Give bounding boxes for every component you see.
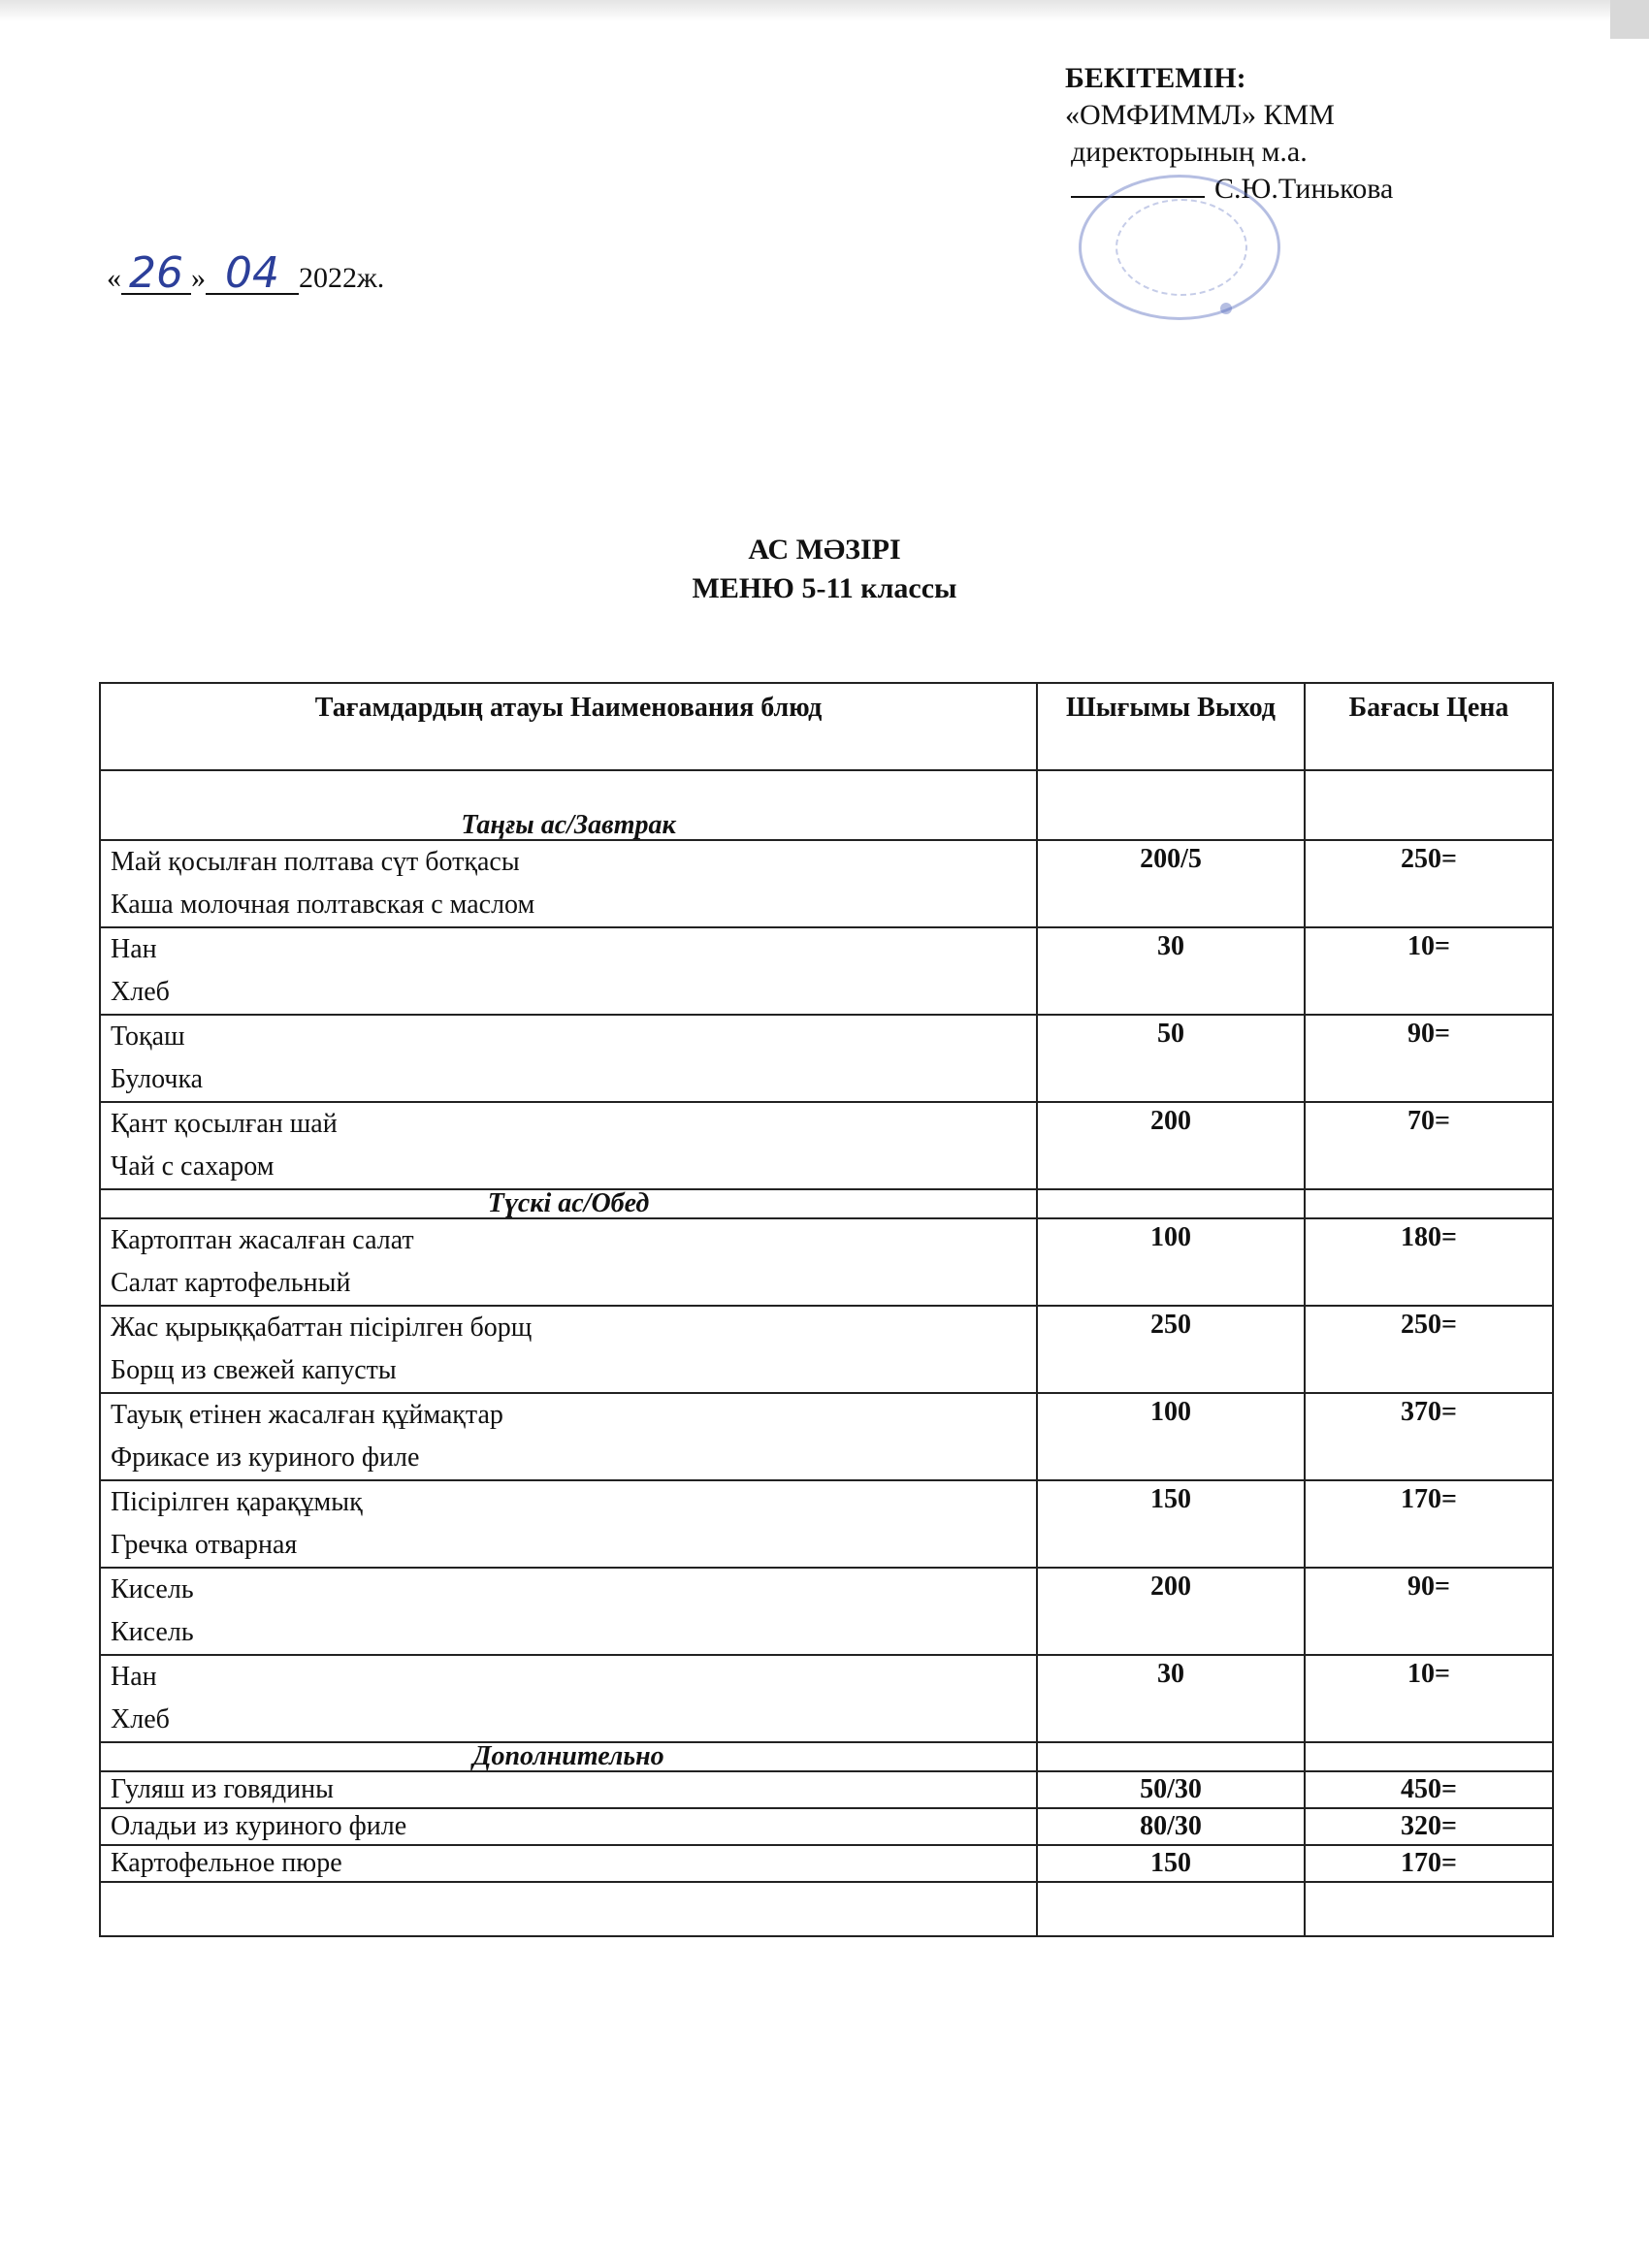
header-price: Бағасы Цена: [1305, 683, 1553, 770]
section-title: Дополнительно: [100, 1742, 1037, 1771]
dish-output: 30: [1037, 1655, 1305, 1742]
table-row: [100, 1102, 1553, 1189]
section-title: Таңғы ас/Завтрак: [100, 770, 1037, 840]
dish-output: 50/30: [1037, 1771, 1305, 1808]
date-year: 2022ж.: [299, 262, 385, 294]
official-seal-inner-ring: [1116, 199, 1247, 296]
table-row: [100, 1845, 1553, 1882]
menu-table: [99, 682, 1554, 1937]
dish-price: 90=: [1305, 1015, 1553, 1102]
dish-price: 10=: [1305, 927, 1553, 1015]
dish-output: 50: [1037, 1015, 1305, 1102]
dish-name-kz: Май қосылған полтава сүт ботқасы: [111, 847, 520, 877]
date-day-handwritten: 26: [121, 254, 191, 295]
dish-name-ru: Чай с сахаром: [111, 1151, 275, 1182]
dish-name-kz: Тауық етінен жасалған құймақтар: [111, 1400, 503, 1430]
table-row: [100, 927, 1553, 1015]
dish-output: 200: [1037, 1568, 1305, 1655]
scan-edge: [0, 0, 1649, 21]
dish-output: 150: [1037, 1480, 1305, 1568]
section-row-lunch: [100, 1189, 1553, 1218]
dish-name-kz: Пісірілген қарақұмық: [111, 1487, 363, 1517]
table-row: [100, 1393, 1553, 1480]
header-output: Шығымы Выход: [1037, 683, 1305, 770]
dish-output: 30: [1037, 927, 1305, 1015]
dish-name: Картофельное пюре: [100, 1845, 1037, 1882]
approval-signer: С.Ю.Тинькова: [1214, 173, 1394, 205]
menu-title-kz: АС МӘЗІРІ: [748, 534, 901, 566]
dish-price: 70=: [1305, 1102, 1553, 1189]
table-row: [100, 840, 1553, 927]
dish-price: 450=: [1305, 1771, 1553, 1808]
dish-name-kz: Қант қосылған шай: [111, 1109, 338, 1139]
dish-output: 200/5: [1037, 840, 1305, 927]
dish-name-ru: Кисель: [111, 1617, 194, 1647]
dish-output: 80/30: [1037, 1808, 1305, 1845]
dish-name-ru: Салат картофельный: [111, 1268, 351, 1298]
dish-name-kz: Нан: [111, 934, 157, 964]
dish-name-kz: Нан: [111, 1662, 157, 1692]
table-row: [100, 1015, 1553, 1102]
table-row: [100, 1568, 1553, 1655]
dish-price: 320=: [1305, 1808, 1553, 1845]
dish-name-ru: Хлеб: [111, 1704, 170, 1734]
official-seal-emblem: [1220, 303, 1232, 314]
dish-price: 180=: [1305, 1218, 1553, 1306]
table-header-row: [100, 683, 1553, 770]
dish-name-ru: Хлеб: [111, 977, 170, 1007]
section-row-breakfast: [100, 770, 1553, 840]
table-row: [100, 1218, 1553, 1306]
table-row: [100, 1480, 1553, 1568]
dish-name-kz: Картоптан жасалған салат: [111, 1225, 414, 1255]
dish-name-ru: Каша молочная полтавская с маслом: [111, 890, 535, 920]
date-open-quote: «: [107, 262, 121, 294]
dish-output: 150: [1037, 1845, 1305, 1882]
dish-output: 200: [1037, 1102, 1305, 1189]
section-title: Түскі ас/Обед: [100, 1189, 1037, 1218]
date-close-quote: »: [191, 262, 206, 294]
dish-name-kz: Жас қырыққабаттан пісірілген борщ: [111, 1312, 533, 1343]
dish-output: 100: [1037, 1393, 1305, 1480]
dish-price: 170=: [1305, 1480, 1553, 1568]
dish-name-kz: Тоқаш: [111, 1021, 185, 1052]
dish-name-ru: Фрикасе из куриного филе: [111, 1442, 420, 1473]
table-row-empty: [100, 1882, 1553, 1936]
dish-name: Оладьи из куриного филе: [100, 1808, 1037, 1845]
table-row: [100, 1306, 1553, 1393]
menu-title-ru: МЕНЮ 5-11 классы: [692, 572, 957, 604]
table-row: [100, 1771, 1553, 1808]
dish-name-kz: Кисель: [111, 1574, 194, 1604]
dish-price: 250=: [1305, 840, 1553, 927]
dish-name-ru: Борщ из свежей капусты: [111, 1355, 397, 1385]
approval-date: [107, 248, 385, 298]
dish-price: 250=: [1305, 1306, 1553, 1393]
dish-price: 170=: [1305, 1845, 1553, 1882]
dish-name-ru: Гречка отварная: [111, 1530, 298, 1560]
dish-name-ru: Булочка: [111, 1064, 204, 1094]
section-row-additional: [100, 1742, 1553, 1771]
date-month-handwritten: 04: [206, 254, 299, 295]
dish-price: 370=: [1305, 1393, 1553, 1480]
approval-organization: «ОМФИММЛ» КММ: [1065, 99, 1335, 131]
dish-output: 100: [1037, 1218, 1305, 1306]
scan-corner: [1610, 0, 1649, 39]
dish-price: 90=: [1305, 1568, 1553, 1655]
dish-price: 10=: [1305, 1655, 1553, 1742]
dish-output: 250: [1037, 1306, 1305, 1393]
approval-position: директорының м.а.: [1071, 136, 1308, 168]
table-row: [100, 1808, 1553, 1845]
dish-name: Гуляш из говядины: [100, 1771, 1037, 1808]
header-dish-name: Тағамдардың атауы Наименования блюд: [100, 683, 1037, 770]
approval-heading: БЕКІТЕМІН:: [1065, 62, 1246, 94]
table-row: [100, 1655, 1553, 1742]
